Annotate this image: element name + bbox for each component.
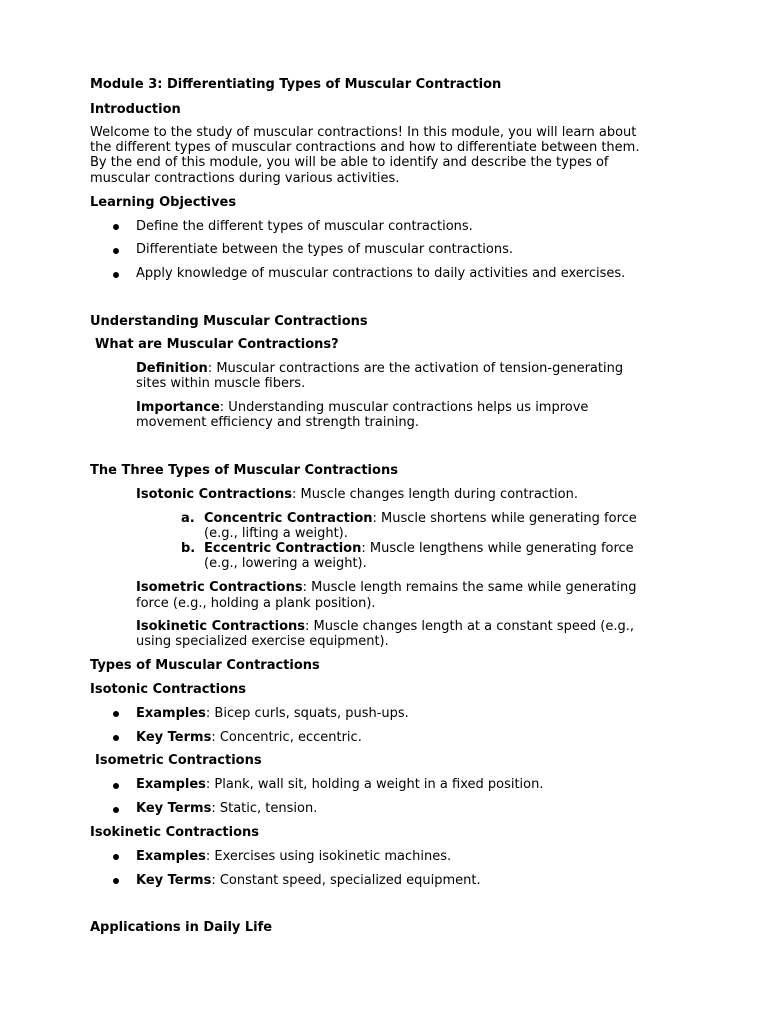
understanding-subheading: What are Muscular Contractions? [95, 337, 339, 352]
isotonic-term: Isotonic Contractions [136, 487, 293, 502]
keyterms-term: Key Terms [136, 873, 212, 888]
isokinetic-text: : Muscle changes length at a constant speed (e.g., [305, 619, 635, 634]
examples-text: : Plank, wall sit, holding a weight in a fixed position. [205, 777, 544, 792]
page-title: Module 3: Differentiating Types of Muscular Contraction [90, 77, 502, 92]
isokinetic-heading: Isokinetic Contractions [90, 825, 260, 840]
bullet-icon [113, 854, 119, 860]
isometric-keyterms [136, 801, 317, 816]
objectives-heading: Learning Objectives [90, 195, 237, 210]
examples-term: Examples [136, 706, 206, 721]
keyterms-term: Key Terms [136, 730, 212, 745]
concentric-term: Concentric Contraction [204, 511, 373, 526]
isokinetic-term: Isokinetic Contractions [136, 619, 306, 634]
isokinetic-paragraph [136, 619, 634, 634]
isotonic-examples [136, 706, 409, 721]
importance-continuation: movement efficiency and strength training. [136, 415, 419, 430]
definition-paragraph [136, 361, 623, 376]
isotonic-text: : Muscle changes length during contraction. [292, 487, 578, 502]
bullet-icon [113, 783, 119, 789]
types-heading: Types of Muscular Contractions [90, 658, 320, 673]
eccentric-paragraph [204, 541, 634, 556]
list-marker-b: b. [181, 541, 196, 556]
isotonic-paragraph [136, 487, 578, 502]
bullet-icon [113, 224, 119, 230]
introduction-heading: Introduction [90, 102, 181, 117]
understanding-heading: Understanding Muscular Contractions [90, 314, 368, 329]
concentric-text: : Muscle shortens while generating force [372, 511, 637, 526]
importance-paragraph [136, 400, 588, 415]
isokinetic-keyterms [136, 873, 481, 888]
examples-text: : Bicep curls, squats, push-ups. [205, 706, 409, 721]
keyterms-text: : Static, tension. [211, 801, 318, 816]
introduction-line: the different types of muscular contractions and how to differentiate between them. [90, 140, 640, 155]
isometric-paragraph [136, 580, 636, 595]
isokinetic-examples [136, 849, 451, 864]
definition-continuation: sites within muscle fibers. [136, 376, 306, 391]
objective-item: Apply knowledge of muscular contractions to daily activities and exercises. [136, 266, 626, 281]
objective-item: Differentiate between the types of muscular contractions. [136, 242, 514, 257]
concentric-continuation: (e.g., lifting a weight). [204, 526, 348, 541]
keyterms-text: : Concentric, eccentric. [211, 730, 362, 745]
introduction-line: By the end of this module, you will be able to identify and describe the types of [90, 155, 609, 170]
isokinetic-continuation: using specialized exercise equipment). [136, 634, 389, 649]
eccentric-term: Eccentric Contraction [204, 541, 362, 556]
importance-term: Importance [136, 400, 220, 415]
isometric-examples [136, 777, 544, 792]
isotonic-heading: Isotonic Contractions [90, 682, 247, 697]
objective-item: Define the different types of muscular contractions. [136, 219, 473, 234]
list-marker-a: a. [181, 511, 195, 526]
examples-term: Examples [136, 849, 206, 864]
introduction-line: Welcome to the study of muscular contractions! In this module, you will learn about [90, 125, 637, 140]
isometric-heading: Isometric Contractions [95, 753, 262, 768]
bullet-icon [113, 807, 119, 813]
bullet-icon [113, 272, 119, 278]
keyterms-term: Key Terms [136, 801, 212, 816]
eccentric-text: : Muscle lengthens while generating force [361, 541, 634, 556]
eccentric-continuation: (e.g., lowering a weight). [204, 556, 367, 571]
isotonic-keyterms [136, 730, 362, 745]
bullet-icon [113, 248, 119, 254]
examples-text: : Exercises using isokinetic machines. [205, 849, 452, 864]
importance-text: : Understanding muscular contractions helps us improve [219, 400, 589, 415]
concentric-paragraph [204, 511, 637, 526]
bullet-icon [113, 711, 119, 717]
examples-term: Examples [136, 777, 206, 792]
keyterms-text: : Constant speed, specialized equipment. [211, 873, 481, 888]
bullet-icon [113, 878, 119, 884]
three-types-heading: The Three Types of Muscular Contractions [90, 463, 398, 478]
isometric-text: : Muscle length remains the same while generating [302, 580, 637, 595]
definition-text: : Muscular contractions are the activation of tension-generating [207, 361, 624, 376]
isometric-term: Isometric Contractions [136, 580, 303, 595]
applications-heading: Applications in Daily Life [90, 920, 273, 935]
introduction-line: muscular contractions during various activities. [90, 171, 400, 186]
bullet-icon [113, 735, 119, 741]
definition-term: Definition [136, 361, 208, 376]
isometric-continuation: force (e.g., holding a plank position). [136, 596, 376, 611]
